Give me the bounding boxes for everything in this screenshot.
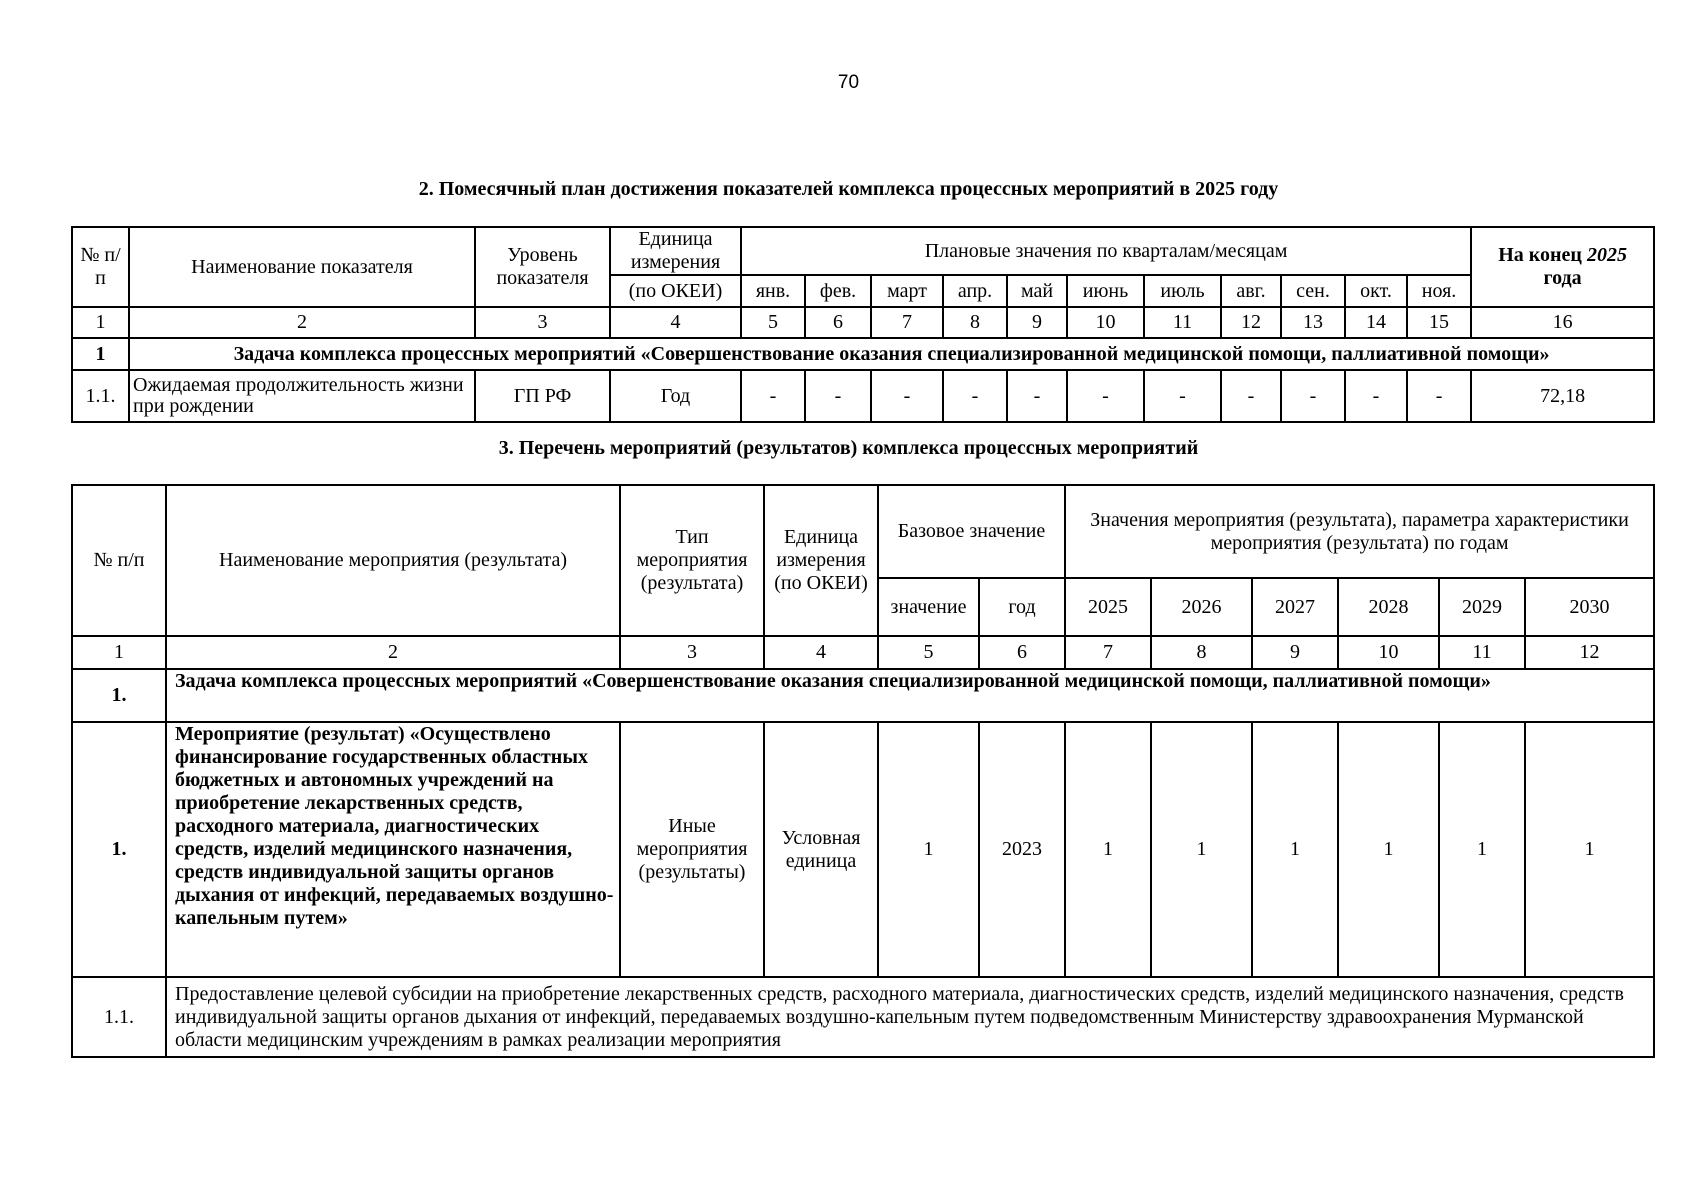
monthly-value: - xyxy=(805,370,871,422)
section-2-title: 2. Помесячный план достижения показателей комплекса процессных мероприятий в 2025 году xyxy=(418,178,1279,200)
column-number: 9 xyxy=(1252,636,1338,669)
header-month: сен. xyxy=(1281,275,1345,307)
header-month: июнь xyxy=(1067,275,1144,307)
header-values-by-years: Значения мероприятия (результата), параметра характеристики мероприятия (результата) по годам xyxy=(1065,485,1654,578)
header-indicator-name: Наименование показателя xyxy=(129,227,475,307)
column-number: 5 xyxy=(878,636,979,669)
task-num: 1 xyxy=(72,338,129,370)
monthly-value: - xyxy=(1221,370,1281,422)
header-type: Тип мероприятия (результата) xyxy=(620,485,764,636)
header-base-year: год xyxy=(979,578,1065,636)
year-value: 1 xyxy=(1439,722,1525,977)
column-number: 2 xyxy=(166,636,620,669)
measure-base-year: 2023 xyxy=(979,722,1065,977)
sub-description: Предоставление целевой субсидии на приобретение лекарственных средств, расходного материала, диагностических средств, изделий медицинского назначения, средств индивидуальной защиты органов дыхания от инфекций, передаваемых воздушно-капельным путем подведомственным Министерству здравоохранения Мурманской области медицинским учреждениям в рамках реализации мероприятия xyxy=(166,977,1654,1057)
end-of-year-value: 72,18 xyxy=(1471,370,1654,422)
monthly-value: - xyxy=(1407,370,1471,422)
column-number: 6 xyxy=(979,636,1065,669)
header-measure-name: Наименование мероприятия (результата) xyxy=(166,485,620,636)
year-value: 1 xyxy=(1525,722,1654,977)
end-suffix: года xyxy=(1543,267,1582,289)
header-base: Базовое значение xyxy=(878,485,1065,578)
column-number: 1 xyxy=(72,636,166,669)
header-month: янв. xyxy=(741,275,805,307)
sub-num: 1.1. xyxy=(72,977,166,1057)
header-year: 2028 xyxy=(1338,578,1439,636)
monthly-value: - xyxy=(871,370,943,422)
indicator-unit: Год xyxy=(610,370,741,422)
header-unit: Единица измерения xyxy=(610,227,741,275)
monthly-value: - xyxy=(1144,370,1221,422)
monthly-value: - xyxy=(1281,370,1345,422)
header-num: № п/п xyxy=(72,485,166,636)
column-number: 15 xyxy=(1407,307,1471,338)
measure-name: Мероприятие (результат) «Осуществлено финансирование государственных областных бюджетных и автономных учреждений на приобретение лекарственных средств, расходного материала, диагностических средств, изделий медицинского назначения, средств индивидуальной защиты органов дыхания от инфекций, передаваемых воздушно-капельным путем» xyxy=(166,722,620,977)
column-number: 1 xyxy=(72,307,129,338)
header-month: фев. xyxy=(805,275,871,307)
column-number: 12 xyxy=(1221,307,1281,338)
measure-num: 1. xyxy=(72,722,166,977)
header-unit: Единица измерения (по ОКЕИ) xyxy=(764,485,878,636)
header-year: 2027 xyxy=(1252,578,1338,636)
header-num: № п/п xyxy=(72,227,129,307)
column-number: 9 xyxy=(1007,307,1067,338)
header-unit-okei: (по ОКЕИ) xyxy=(610,275,741,307)
column-number: 5 xyxy=(741,307,805,338)
year-value: 1 xyxy=(1338,722,1439,977)
column-number: 6 xyxy=(805,307,871,338)
column-number: 8 xyxy=(943,307,1007,338)
task-title: Задача комплекса процессных мероприятий «Совершенствование оказания специализированной медицинской помощи, паллиативной помощи» xyxy=(166,669,1654,722)
column-number: 12 xyxy=(1525,636,1654,669)
indicator-level: ГП РФ xyxy=(475,370,610,422)
header-year: 2029 xyxy=(1439,578,1525,636)
measure-unit: Условная единица xyxy=(764,722,878,977)
header-end-of-year xyxy=(1471,227,1654,307)
column-number: 16 xyxy=(1471,307,1654,338)
measure-base-value: 1 xyxy=(878,722,979,977)
header-month: июль xyxy=(1144,275,1221,307)
measure-type: Иные мероприятия (результаты) xyxy=(620,722,764,977)
monthly-value: - xyxy=(1345,370,1407,422)
column-number: 4 xyxy=(610,307,741,338)
measures-table xyxy=(71,484,1655,1058)
section-3-title: 3. Перечень мероприятий (результатов) комплекса процессных мероприятий xyxy=(498,437,1199,459)
end-year: 2025 xyxy=(1586,244,1627,266)
monthly-value: - xyxy=(943,370,1007,422)
column-number: 11 xyxy=(1144,307,1221,338)
header-year: 2030 xyxy=(1525,578,1654,636)
column-number: 2 xyxy=(129,307,475,338)
header-month: май xyxy=(1007,275,1067,307)
column-number: 3 xyxy=(620,636,764,669)
header-year: 2026 xyxy=(1151,578,1252,636)
header-month: авг. xyxy=(1221,275,1281,307)
column-number: 10 xyxy=(1338,636,1439,669)
header-planned-values: Плановые значения по кварталам/месяцам xyxy=(741,227,1471,275)
column-number: 11 xyxy=(1439,636,1525,669)
column-number: 13 xyxy=(1281,307,1345,338)
header-month: окт. xyxy=(1345,275,1407,307)
header-year: 2025 xyxy=(1065,578,1151,636)
column-number: 7 xyxy=(871,307,943,338)
header-month: апр. xyxy=(943,275,1007,307)
year-value: 1 xyxy=(1065,722,1151,977)
task-title: Задача комплекса процессных мероприятий «Совершенствование оказания специализированной медицинской помощи, паллиативной помощи» xyxy=(129,338,1654,370)
column-number: 8 xyxy=(1151,636,1252,669)
monthly-value: - xyxy=(741,370,805,422)
column-number: 7 xyxy=(1065,636,1151,669)
header-month: ноя. xyxy=(1407,275,1471,307)
monthly-value: - xyxy=(1007,370,1067,422)
column-number: 3 xyxy=(475,307,610,338)
column-number: 14 xyxy=(1345,307,1407,338)
monthly-value: - xyxy=(1067,370,1144,422)
header-level: Уровень показателя xyxy=(475,227,610,307)
row-num: 1.1. xyxy=(72,370,129,422)
column-number: 4 xyxy=(764,636,878,669)
column-number: 10 xyxy=(1067,307,1144,338)
year-value: 1 xyxy=(1252,722,1338,977)
page-number: 70 xyxy=(837,72,860,93)
task-num: 1. xyxy=(72,669,166,722)
end-prefix: На конец xyxy=(1498,244,1582,266)
header-month: март xyxy=(871,275,943,307)
monthly-plan-table xyxy=(71,226,1655,423)
year-value: 1 xyxy=(1151,722,1252,977)
header-base-value: значение xyxy=(878,578,979,636)
indicator-name: Ожидаемая продолжительность жизни при рождении xyxy=(129,370,475,422)
